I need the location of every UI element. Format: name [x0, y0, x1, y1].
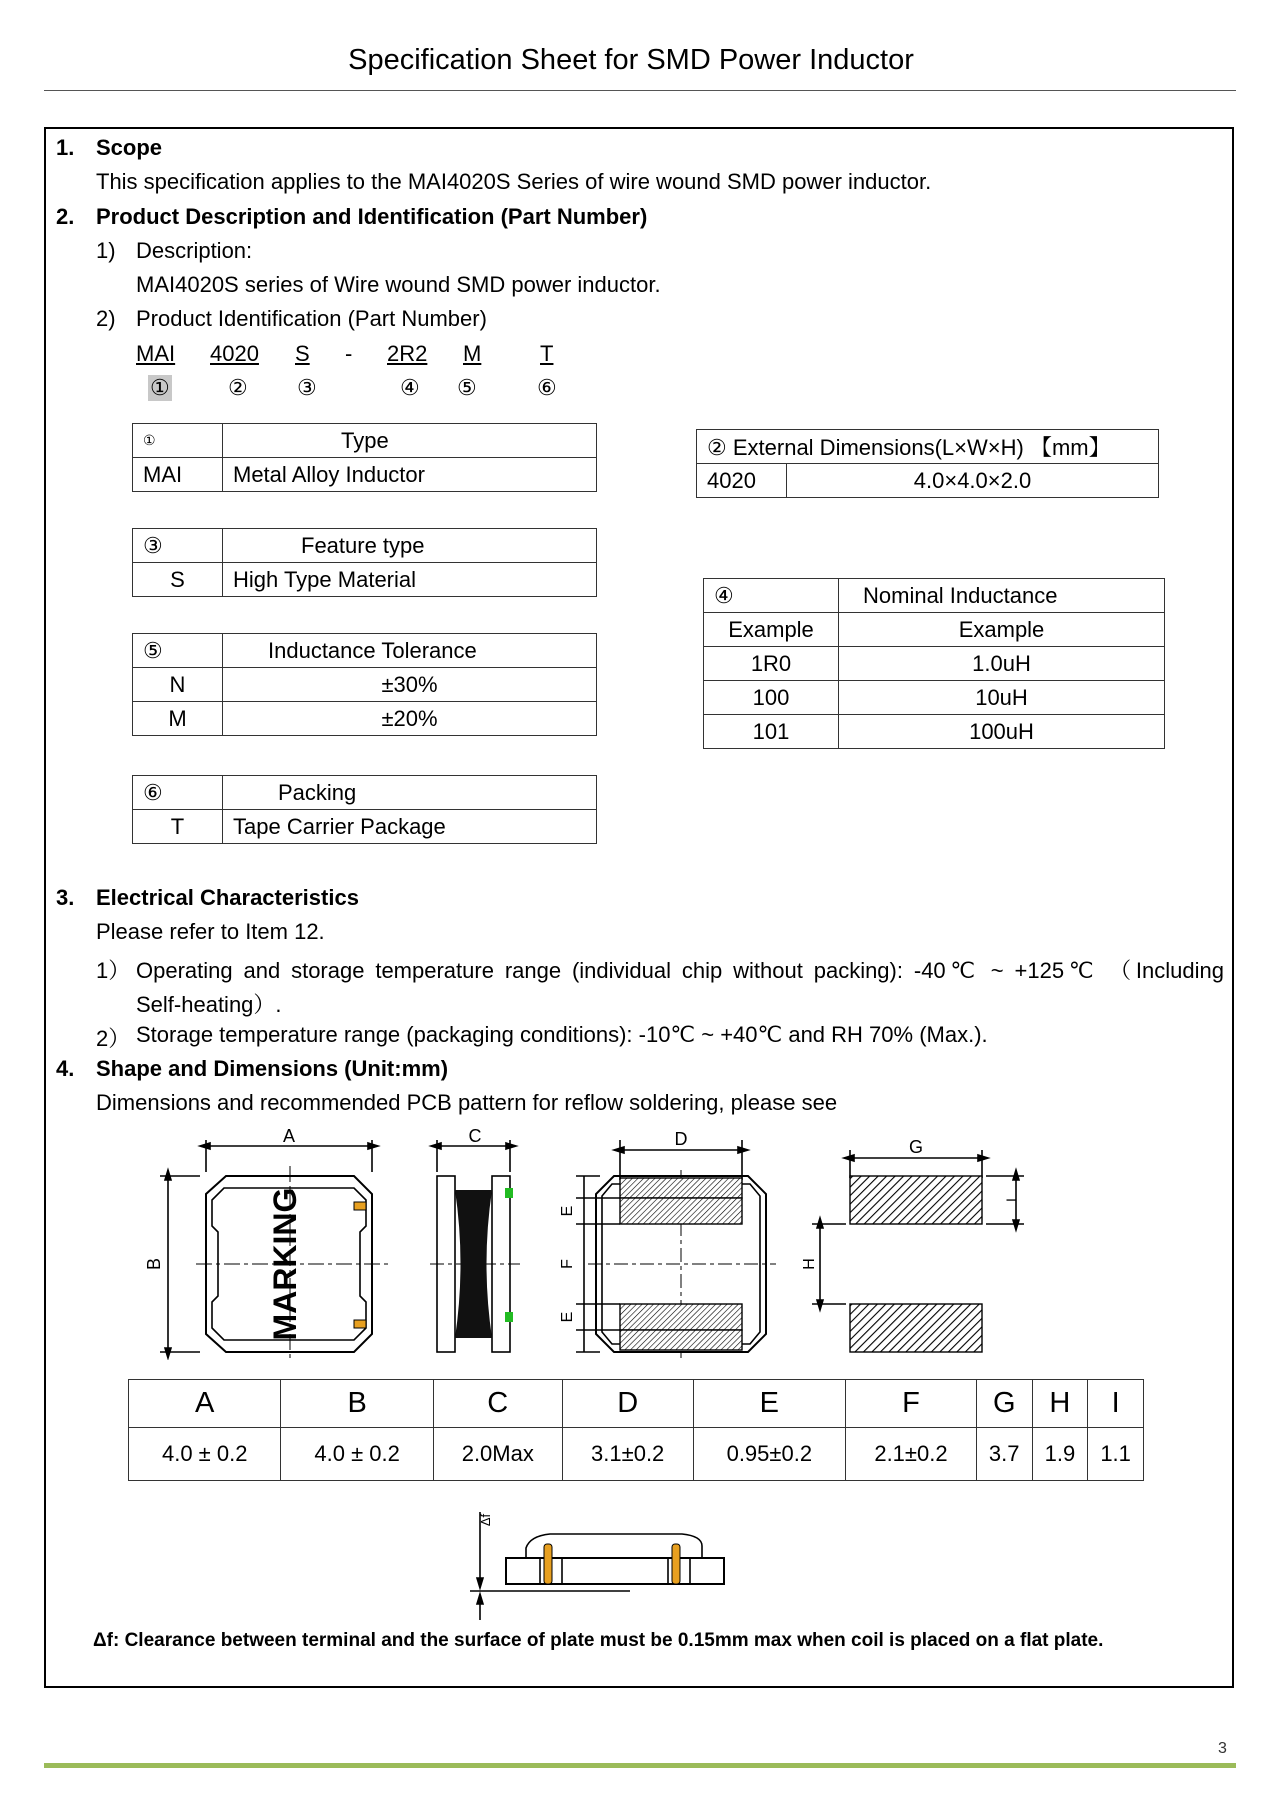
terminal-marker: [544, 1544, 552, 1584]
inductance-row-value: 100uH: [839, 715, 1165, 749]
green-marker: [505, 1188, 513, 1198]
inductance-table-mark: ④: [704, 579, 839, 613]
page-title: Specification Sheet for SMD Power Inductor: [348, 44, 914, 76]
part-mark-4: ④: [400, 375, 420, 400]
sec2-sub1-label: Description:: [136, 238, 253, 263]
dim-header: H: [1032, 1380, 1088, 1428]
inductance-table-header: Nominal Inductance: [839, 579, 1165, 613]
terminal-pad: [620, 1178, 742, 1198]
sec2-sub1-number: 1): [96, 238, 116, 263]
dimensions-table-value: 4.0×4.0×2.0: [787, 464, 1159, 498]
part-code-feature: S: [295, 341, 310, 366]
inductance-col1-header: Example: [704, 613, 839, 647]
label-e: E: [559, 1311, 576, 1323]
sec3-item1-text: Operating and storage temperature range (individual chip without packing): -40℃ ~ +125℃ （Including: [136, 958, 1224, 983]
label-d: D: [674, 1129, 688, 1149]
tolerance-row-code: M: [133, 702, 223, 736]
part-mark-5: ⑤: [457, 375, 477, 400]
tolerance-table: [132, 633, 597, 736]
type-table: [132, 423, 597, 492]
part-code-packing: T: [540, 341, 554, 366]
sec3-text: Please refer to Item 12.: [96, 919, 325, 944]
coil-winding: [455, 1190, 492, 1338]
sec1-number: 1.: [56, 135, 75, 160]
inductance-row-value: 10uH: [839, 681, 1165, 715]
packing-table-header: Packing: [223, 776, 597, 810]
sec3-item1-number: 1）: [96, 958, 131, 983]
part-mark-6: ⑥: [537, 375, 557, 400]
sec1-heading: Scope: [96, 135, 163, 160]
dim-value: 2.1±0.2: [846, 1428, 977, 1481]
dimensions-table: [696, 429, 1159, 498]
packing-table: [132, 775, 597, 844]
dim-header: I: [1088, 1380, 1144, 1428]
feature-table: [132, 528, 597, 597]
dimensions-table-code: 4020: [697, 464, 787, 498]
part-code-dash: -: [345, 341, 353, 366]
dim-header: G: [976, 1380, 1032, 1428]
packing-table-code: T: [133, 810, 223, 844]
green-marker: [505, 1312, 513, 1322]
sec2-sub2-label: Product Identification (Part Number): [136, 306, 487, 331]
type-table-mark: ①: [133, 424, 223, 458]
dim-header: D: [562, 1380, 693, 1428]
title-divider: [44, 90, 1236, 91]
label-f: F: [559, 1259, 576, 1269]
inductance-row-code: 100: [704, 681, 839, 715]
dim-value: 0.95±0.2: [693, 1428, 845, 1481]
tolerance-table-header: Inductance Tolerance: [223, 634, 597, 668]
dim-header: A: [129, 1380, 281, 1428]
sec4-text: Dimensions and recommended PCB pattern for reflow soldering, please see: [96, 1090, 838, 1115]
dim-value: 4.0 ± 0.2: [281, 1428, 433, 1481]
pcb-pad-bottom: [850, 1304, 982, 1352]
terminal-marker: [354, 1320, 366, 1328]
dimension-table: [128, 1379, 1144, 1481]
label-e: E: [559, 1205, 576, 1217]
dim-value: 3.1±0.2: [562, 1428, 693, 1481]
dimensions-table-mark: ②: [707, 435, 727, 460]
sec1-text: This specification applies to the MAI4020S Series of wire wound SMD power inductor.: [96, 169, 932, 194]
sec3-heading: Electrical Characteristics: [96, 885, 359, 910]
label-a: A: [282, 1126, 296, 1146]
clearance-note: Δf: Clearance between terminal and the surface of plate must be 0.15mm max when coil is placed on a flat plate.: [93, 1630, 1104, 1651]
packing-table-desc: Tape Carrier Package: [223, 810, 597, 844]
sec2-heading: Product Description and Identification (Part Number): [96, 204, 648, 229]
pcb-pad-top: [850, 1176, 982, 1224]
sec4-number: 4.: [56, 1056, 75, 1081]
sec2-sub1-text: MAI4020S series of Wire wound SMD power inductor.: [136, 272, 661, 297]
type-table-desc: Metal Alloy Inductor: [223, 458, 597, 492]
dim-header: C: [433, 1380, 562, 1428]
dimensions-table-header: External Dimensions(L×W×H) 【mm】: [732, 435, 1111, 460]
sec3-item2-text: Storage temperature range (packaging conditions): -10℃ ~ +40℃ and RH 70% (Max.).: [136, 1022, 988, 1047]
inductance-row-code: 101: [704, 715, 839, 749]
part-code-type: MAI: [136, 341, 176, 366]
tolerance-table-mark: ⑤: [133, 634, 223, 668]
sec4-heading: Shape and Dimensions (Unit:mm): [96, 1056, 449, 1081]
type-table-header: Type: [223, 424, 597, 458]
tolerance-row-value: ±30%: [223, 668, 597, 702]
dim-header: B: [281, 1380, 433, 1428]
sec3-item2-number: 2）: [96, 1026, 131, 1051]
packing-table-mark: ⑥: [133, 776, 223, 810]
pcb-pattern: [812, 1150, 1024, 1310]
dim-header: E: [693, 1380, 845, 1428]
footer-rule: [44, 1763, 1236, 1768]
terminal-pad: [620, 1330, 742, 1350]
inductance-row-value: 1.0uH: [839, 647, 1165, 681]
sec2-number: 2.: [56, 204, 75, 229]
dim-value: 1.9: [1032, 1428, 1088, 1481]
tolerance-row-code: N: [133, 668, 223, 702]
label-c: C: [468, 1126, 482, 1146]
dimension-drawing: [0, 1120, 1262, 1360]
inductance-row-code: 1R0: [704, 647, 839, 681]
inductance-col2-header: Example: [839, 613, 1165, 647]
marking-text: MARKING: [267, 1187, 303, 1341]
part-mark-1: ①: [150, 375, 170, 400]
terminal-marker: [354, 1202, 366, 1210]
feature-table-mark: ③: [133, 529, 223, 563]
part-code-tolerance: M: [463, 341, 482, 366]
sec3-number: 3.: [56, 885, 75, 910]
clearance-symbol: Δf: [478, 1513, 493, 1527]
part-mark-3: ③: [297, 375, 317, 400]
dim-value: 3.7: [976, 1428, 1032, 1481]
feature-table-code: S: [133, 563, 223, 597]
terminal-pad: [620, 1304, 742, 1330]
label-b: B: [144, 1257, 164, 1271]
dim-value: 1.1: [1088, 1428, 1144, 1481]
part-code-size: 4020: [210, 341, 259, 366]
part-mark-2: ②: [228, 375, 248, 400]
sec2-sub2-number: 2): [96, 306, 116, 331]
type-table-code: MAI: [133, 458, 223, 492]
feature-table-header: Feature type: [223, 529, 597, 563]
dim-value: 2.0Max: [433, 1428, 562, 1481]
terminal-pad: [620, 1198, 742, 1224]
part-code-inductance: 2R2: [387, 341, 428, 366]
label-h: H: [801, 1258, 818, 1270]
sec3-item1-continued: Self-heating）.: [136, 992, 282, 1017]
label-g: G: [908, 1137, 924, 1157]
feature-table-desc: High Type Material: [223, 563, 597, 597]
inductance-table: [703, 578, 1165, 749]
tolerance-row-value: ±20%: [223, 702, 597, 736]
dim-value: 4.0 ± 0.2: [129, 1428, 281, 1481]
dim-header: F: [846, 1380, 977, 1428]
label-i: I: [1003, 1198, 1019, 1202]
terminal-marker: [672, 1544, 680, 1584]
clearance-drawing: [440, 1490, 740, 1620]
page-number: 3: [1218, 1740, 1227, 1757]
